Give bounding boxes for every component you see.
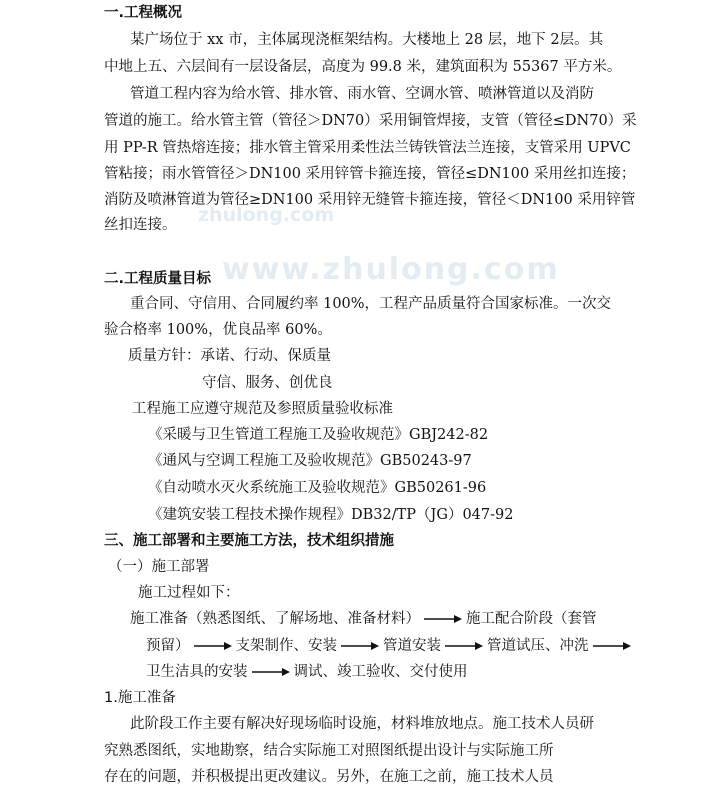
flow-step-commissioning: 调试、竣工验收、交付使用 bbox=[293, 664, 468, 680]
paragraph-line: 存在的问题，并积极提出更改建议。另外，在施工之前，施工技术人员 bbox=[104, 769, 554, 785]
flow-row-1 bbox=[130, 609, 597, 629]
norm-item: 《通风与空调工程施工及验收规范》GB50243-97 bbox=[148, 453, 472, 469]
watermark-small: zhulong.com bbox=[198, 204, 335, 226]
section-1-heading: 一.工程概况 bbox=[104, 5, 183, 21]
flow-step-pipe-install: 管道安装 bbox=[383, 638, 441, 654]
flow-step-prep: 施工准备（熟悉图纸、了解场地、准备材料） bbox=[130, 611, 420, 627]
paragraph-line: 究熟悉图纸，实地勘察，结合实际施工对照图纸提出设计与实际施工所 bbox=[104, 743, 554, 759]
flow-arrow-icon bbox=[194, 641, 232, 651]
paragraph-line: 管道工程内容为给水管、排水管、雨水管、空调水管、喷淋管道以及消防 bbox=[130, 86, 594, 102]
subsection-deployment: （一）施工部署 bbox=[108, 559, 210, 575]
flow-step-support: 支架制作、安装 bbox=[235, 638, 337, 654]
flow-arrow-icon bbox=[593, 641, 631, 651]
norm-item: 《自动喷水灭火系统施工及验收规范》GB50261-96 bbox=[148, 480, 487, 496]
paragraph-line: 用 PP-R 管热熔连接；排水管主管采用柔性法兰铸铁管法兰连接，支管采用 UPVC bbox=[104, 140, 631, 156]
section-3-heading: 三、施工部署和主要施工方法，技术组织措施 bbox=[104, 533, 394, 549]
paragraph-line: 某广场位于 xx 市，主体属现浇框架结构。大楼地上 28 层，地下 2层。其 bbox=[130, 32, 604, 48]
flow-row-3 bbox=[146, 662, 468, 682]
quality-policy-line-2: 守信、服务、创优良 bbox=[202, 375, 333, 391]
flow-arrow-icon bbox=[445, 641, 483, 651]
norm-item: 《建筑安装工程技术操作规程》DB32/TP（JG）047-92 bbox=[148, 507, 514, 523]
flow-arrow-icon bbox=[424, 614, 462, 624]
section-2-heading: 二.工程质量目标 bbox=[104, 271, 212, 287]
paragraph-line: 此阶段工作主要有解决好现场临时设施，材料堆放地点。施工技术人员研 bbox=[130, 716, 594, 732]
paragraph-line: 丝扣连接。 bbox=[104, 217, 177, 233]
subsection-preparation: 1.施工准备 bbox=[104, 690, 176, 706]
flow-step-coordination: 施工配合阶段（套管 bbox=[466, 611, 597, 627]
paragraph-line: 管粘接；雨水管管径＞DN100 采用锌管卡箍连接，管径≤DN100 采用丝扣连接； bbox=[104, 166, 636, 182]
flow-arrow-icon bbox=[341, 641, 379, 651]
norm-item: 《采暖与卫生管道工程施工及验收规范》GBJ242-82 bbox=[148, 427, 489, 443]
flow-step-coordination-cont: 预留） bbox=[146, 638, 190, 654]
flow-row-2 bbox=[146, 636, 635, 656]
paragraph-line: 消防及喷淋管道为管径≥DN100 采用锌无缝管卡箍连接，管径＜DN100 采用锌管 bbox=[104, 192, 636, 208]
process-intro: 施工过程如下： bbox=[138, 585, 240, 601]
flow-arrow-icon bbox=[252, 667, 290, 677]
paragraph-line: 中地上五、六层间有一层设备层，高度为 99.8 米，建筑面积为 55367 平方米。 bbox=[104, 59, 622, 75]
quality-policy-line-1: 质量方针：承诺、行动、保质量 bbox=[128, 348, 331, 364]
paragraph-line: 管道的施工。给水管主管（管径＞DN70）采用铜管焊接，支管（管径≤DN70）采 bbox=[104, 113, 637, 129]
paragraph-line: 验合格率 100%，优良品率 60%。 bbox=[104, 322, 332, 338]
flow-step-pressure-test: 管道试压、冲洗 bbox=[487, 638, 589, 654]
watermark-large: www.zhulong.com bbox=[222, 252, 560, 287]
paragraph-line: 重合同、守信用、合同履约率 100%，工程产品质量符合国家标准。一次交 bbox=[130, 296, 612, 312]
flow-step-fixtures: 卫生洁具的安装 bbox=[146, 664, 248, 680]
norms-intro: 工程施工应遵守规范及参照质量验收标准 bbox=[132, 401, 393, 417]
